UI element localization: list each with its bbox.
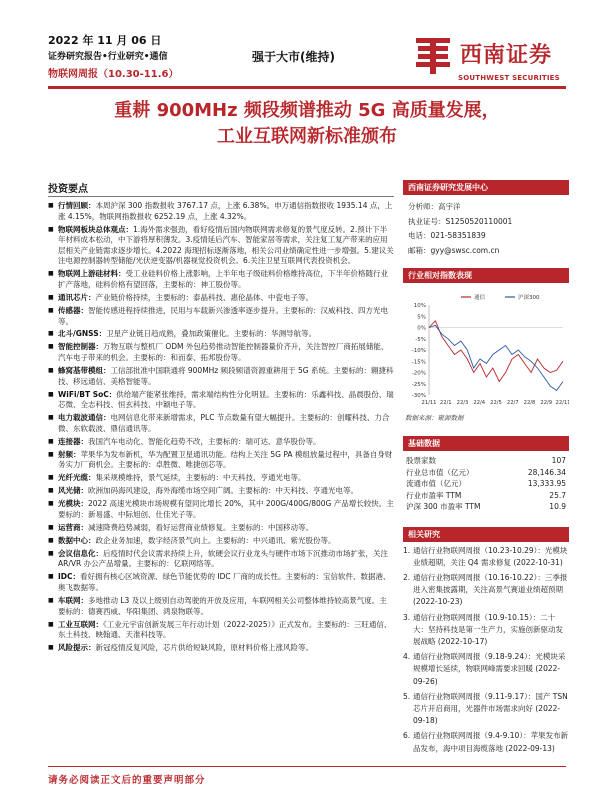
summary-item-label: 北斗/GNSS： [58, 329, 107, 339]
summary-item-label: 智能控制器： [58, 342, 103, 352]
analyst-row: 分析师：高宇洋 [408, 202, 461, 211]
related-research-text: 通信行业物联网周报（9.11-9.17）：国产 TSN 芯片开启商用，光器件市场需求向好 (2022-09-18) [413, 691, 568, 726]
summary-item-label: 电力载波通信： [58, 413, 111, 423]
report-meta [48, 34, 268, 82]
summary-item-text: 集采规模维持，景气延续，主要标的：中天科技、亨通光电等。 [95, 473, 306, 483]
x-tick-label: 22/4 [473, 400, 486, 406]
key-data-row [403, 501, 569, 513]
summary-item [48, 269, 394, 290]
y-tick-label: 0% [417, 325, 426, 332]
summary-item [48, 201, 394, 222]
license-row: 执业证号：S1250520110001 [408, 216, 513, 226]
summary-item [48, 499, 394, 520]
summary-item-label: 行情回顾： [58, 201, 96, 210]
summary-item-text: 多地推动 L3 及以上级别自动驾驶的开放及应用，车联网相关公司整体维持较高景气度。主要标的：德赛西威、华阳集团、鸿泉物联等。 [58, 596, 387, 616]
y-tick-label: 5% [417, 314, 426, 321]
related-research-number: 3. [403, 612, 411, 622]
related-research [403, 527, 569, 755]
chart-title-bar: 行业相对指数表现 [403, 268, 569, 283]
summary-item-label: 物联网上游硅材料： [58, 269, 126, 279]
summary-item [48, 536, 394, 547]
x-tick-label: 22/9 [540, 400, 553, 406]
summary-item-text: 政企业务加速，数字经济景气向上。主要标的：中兴通讯、紫光股份等。 [95, 535, 336, 545]
chart-source: 数据来源：聚源数据 [405, 414, 464, 422]
y-tick-label: -15% [411, 359, 426, 366]
related-research-item[interactable] [403, 572, 569, 609]
summary-item-text: 后疫情时代会议需求持续上升，软硬会议行业龙头与硬件市场下沉推动市场扩张，关注 AR/VR 办公产品增量。主要标的：亿联网络等。 [58, 548, 388, 569]
summary-item-label: IDC： [58, 572, 81, 582]
phone-number: 021-58351839 [430, 231, 486, 240]
x-tick-label: 22/11 [555, 400, 569, 406]
rating: 强于大市(维持) [252, 50, 335, 64]
summary-item [48, 572, 394, 593]
key-data-bar: 基础数据 [403, 436, 569, 451]
key-data-label: 沪深 300 市盈率 TTM [406, 502, 481, 512]
summary-item [48, 437, 394, 448]
summary-item [48, 293, 394, 304]
x-tick-label: 22/7 [506, 400, 519, 406]
report-date: 2022 年 11 月 06 日 [48, 34, 162, 47]
summary-item-text: 工信部批准中国联通将 900MHz 频段频谱资源重耕用于 5G 系统。主要标的：翱捷科技、移远通信、美格智能等。 [58, 366, 394, 386]
summary-item-text: 产业链价格持续，主要标的：泰晶科技、惠伦晶体、中瓷电子等。 [95, 292, 313, 302]
key-data-table [403, 455, 569, 513]
company-logo [408, 30, 568, 86]
summary-item-label: 会议信息化： [58, 548, 103, 558]
summary-item-label: 光模块： [58, 499, 88, 509]
sidebar [403, 180, 569, 755]
summary-item-text: 苹果华为发布新机，华为配置卫星通讯功能。结构上关注 5G PA 模组放量过程中，具备自身财务实力厂商机会。主要标的：卓胜微、唯捷创芯等。 [58, 449, 393, 470]
summary-item-text: 看好拥有核心区域资源、绿色节能优势的 IDC 厂商的成长性。主要标的：宝信软件、数据港、奥飞数据等。 [58, 572, 391, 593]
related-research-item[interactable] [403, 545, 569, 569]
series-line [429, 321, 563, 382]
summary-item-text: 供给端产能紧张维持，需求端结构性分化明显。主要标的：乐鑫科技、晶晨股份、瑞芯微、全志科技、恒玄科技、中颖电子等。 [58, 389, 394, 410]
summary-item [48, 225, 394, 267]
relative-index-chart [403, 289, 569, 411]
summary-item [48, 342, 394, 363]
summary-item [48, 329, 394, 340]
summary-item [48, 523, 394, 534]
key-data-value: 28,146.34 [527, 467, 566, 477]
related-research-item[interactable] [403, 691, 569, 728]
y-tick-label: 10% [413, 303, 426, 309]
summary-list [48, 201, 394, 654]
summary-item-text: 电网信息化带来新增需求，PLC 节点数量有望大幅提升。主要标的：创耀科技、力合微、东软载波、鼎信通讯等。 [58, 413, 390, 433]
related-research-text: 通信行业物联网周报（9.4-9.10）：苹果发布新品发布，海中项目海缆落地 (2022-09-13) [413, 731, 569, 753]
related-research-item[interactable] [403, 651, 569, 688]
summary-item-label: WiFi/BT SoC： [58, 389, 117, 399]
summary-item-text: 《工业元宇宙创新发展三年行动计划（2022-2025）》正式发布。主要标的：三旺通信、东土科技、映翰通、天准科技等。 [58, 619, 392, 640]
summary-item-label: 光纤光缆： [58, 473, 96, 483]
summary-item-text: 智能传感进程持续推进，民用与车载新兴渗透率逐步提升。主要标的：汉威科技、四方光电等。 [58, 305, 388, 326]
license-number: S1250520110001 [445, 216, 513, 226]
summary-item-text: 受工业硅料价格上涨影响，上半年电子级硅料价格维持高位，下半年价格随行业扩产落地，硅料价格有望回落，主要标的：神工股份等。 [58, 269, 388, 289]
key-data-value: 13,333.95 [527, 479, 566, 489]
key-data-row [403, 467, 569, 479]
summary-item [48, 306, 394, 327]
x-tick-label: 22/3 [456, 400, 469, 406]
key-data-row [403, 490, 569, 502]
summary-divider [48, 196, 394, 197]
related-research-list [403, 545, 569, 755]
summary-item [48, 390, 394, 411]
y-tick-label: -10% [411, 348, 426, 354]
related-research-number: 2. [403, 572, 411, 582]
title-line-1: 重耕 900MHz 频段频谱推动 5G 高质量发展， [114, 100, 500, 121]
series-line [429, 325, 563, 390]
summary-item-label: 运营商： [58, 522, 88, 532]
investment-summary [48, 180, 394, 656]
summary-item-label: 传感器： [58, 305, 88, 315]
summary-item-label: 数据中心： [58, 535, 96, 545]
x-tick-label: 22/8 [523, 400, 536, 406]
summary-item-text: 欧洲加码海风建设，海外海缆市场空间广阔。主要标的：中天科技、亨通光电等。 [88, 486, 358, 496]
chart-svg [403, 289, 569, 411]
y-tick-label: -20% [411, 370, 426, 377]
email-link[interactable]: gyy@swsc.com.cn [430, 245, 500, 255]
legend-label: 通信 [474, 295, 486, 301]
summary-item-text: 新冠疫情反复风险，芯片供给短缺风险，原材料价格上涨风险等。 [95, 643, 313, 653]
related-research-number: 4. [403, 652, 411, 662]
summary-item-text: 卫星产业链日趋成熟，叠加政策催化。主要标的：华测导航等。 [106, 329, 317, 339]
phone-row: 电话：021-58351839 [408, 231, 486, 240]
summary-item-label: 射频： [58, 449, 81, 459]
summary-item-text: 1.海外需求强劲，看好疫情后国内物联网需求修复的景气度反转。2.预计下半年材料成本松动，中下游将厚积薄发。3.疫情延后汽车、智能家居等需求，关注复工复产带来的应用层相关产业链需求逐步增长。4.2022 海现招标逐渐落地，相关公司业绩确定性进一步增强。5.建议关注电源控制器转型储能/光伏逆变器/机器视觉投资机会。6.关注卫星互联网代表投资机会。 [58, 224, 394, 266]
summary-item-label: 风光储： [58, 486, 88, 496]
summary-item [48, 450, 394, 471]
key-data-label: 股票家数 [406, 456, 436, 466]
x-tick-label: 21/11 [421, 400, 437, 406]
summary-item [48, 413, 394, 434]
related-research-item[interactable] [403, 612, 569, 649]
summary-item-text: 2022 高速光模块市场规模有望同比增长 20%，其中 200G/400G/800G 产品增长较快。主要标的：新易盛、中际旭创、仕佳光子等。 [58, 499, 394, 519]
summary-item-label: 工业互联网： [58, 619, 103, 629]
summary-heading: 投资要点 [48, 184, 88, 195]
summary-item-text: 万物互联与整机厂 ODM 外包趋势推动智能控制器量价齐升，关注智控厂商拓展储能、汽车电子带来的机会。主要标的：和而泰、拓邦股份等。 [58, 342, 389, 363]
summary-item-text: 我国汽车电动化、智能化趋势不改，主要标的：瑞可达、意华股份等。 [88, 436, 321, 446]
summary-item [48, 473, 394, 484]
legend-label: 沪深300 [518, 295, 540, 301]
logo-text-cn: 西南证券 [460, 43, 553, 68]
analyst-info [403, 195, 569, 258]
summary-item-label: 连接器： [58, 436, 88, 446]
related-research-number: 5. [403, 691, 411, 701]
summary-item [48, 486, 394, 497]
summary-item-label: 蜂窝基带模组： [58, 366, 111, 376]
key-data-label: 流通市值（亿元） [406, 479, 466, 489]
report-title [48, 98, 566, 150]
summary-item [48, 620, 394, 641]
key-data-label: 行业市盈率 TTM [406, 490, 462, 500]
summary-item-label: 物联网板块总体观点： [58, 224, 133, 234]
summary-item-text: 本周沪深 300 指数报收 3767.17 点，上涨 6.38%。申万通信指数报收 1935.14 点，上涨 4.15%，物联网指数报收 6252.19 点，上涨 4.32%。 [58, 201, 393, 221]
summary-item-label: 通讯芯片： [58, 292, 96, 302]
summary-item [48, 596, 394, 617]
summary-item-label: 车联网： [58, 596, 88, 606]
summary-item [48, 366, 394, 387]
related-research-text: 通信行业物联网周报（10.23-10.29）：光模块业绩超期，关注 Q4 需求修复 (2022-10-31) [413, 545, 568, 567]
y-tick-label: -25% [411, 381, 426, 388]
related-research-text: 通信行业物联网周报（10.16-10.22）：三季报进入密集披露期，关注高景气赛道业绩超预期 (2022-10-23) [413, 572, 568, 607]
key-data-label: 行业总市值（亿元） [406, 467, 474, 477]
report-category: 证券研究报告•行业研究•通信 [48, 52, 168, 62]
analyst-name: 高宇洋 [438, 202, 461, 211]
footer-divider [48, 766, 566, 767]
summary-item-text: 减速降费趋势减弱，看好运营商业绩修复。主要标的：中国移动等。 [88, 522, 313, 532]
summary-item [48, 643, 394, 654]
disclaimer-note: 请务必阅读正文后的重要声明部分 [48, 775, 206, 786]
title-line-2: 工业互联网新标准颁布 [217, 126, 397, 147]
key-data-value: 10.9 [549, 502, 566, 512]
related-research-number: 1. [403, 545, 411, 555]
logo-text-en: SOUTHWEST SECURITIES [458, 74, 560, 82]
summary-item [48, 549, 394, 570]
report-weekly: 物联网周报（10.30-11.6） [48, 69, 179, 80]
related-research-text: 通信行业物联网周报（10.9-10.15）：二十大：坚持科技是第一生产力，实施创新驱动发展战略 (2022-10-17) [413, 612, 563, 646]
related-research-bar: 相关研究 [403, 527, 569, 542]
x-tick-label: 22/5 [490, 400, 502, 406]
y-tick-label: -5% [415, 336, 426, 343]
key-data-value: 107 [551, 456, 566, 466]
key-data-value: 25.7 [549, 490, 566, 500]
email-row: 邮箱：gyy@swsc.com.cn [408, 245, 500, 255]
related-research-number: 6. [403, 731, 411, 741]
summary-item-label: 风险提示： [58, 643, 96, 653]
header-divider [48, 86, 566, 89]
x-tick-label: 22/1 [439, 400, 452, 406]
research-center-bar: 西南证券研究发展中心 [403, 180, 569, 195]
related-research-item[interactable] [403, 730, 569, 754]
key-data-row [403, 455, 569, 467]
logo-emblem-icon [410, 34, 456, 80]
related-research-text: 通信行业物联网周报（9.18-9.24）：光模块采规模增长延续，物联网峰需要求回暖 (2022-09-26) [413, 652, 566, 686]
key-data-row [403, 478, 569, 490]
y-tick-label: -30% [411, 393, 426, 399]
